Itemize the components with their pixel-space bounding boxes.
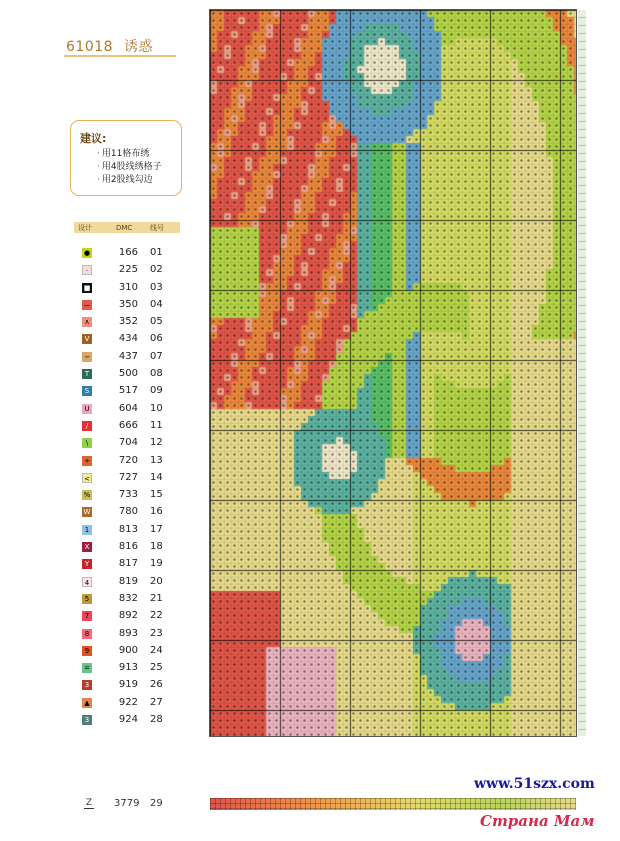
legend-thread-number: 20 — [150, 575, 163, 587]
legend-row — [74, 677, 184, 694]
legend-dmc-code: 819 — [118, 575, 138, 587]
legend-extra-row — [74, 796, 184, 813]
legend-thread-number: 07 — [150, 350, 163, 362]
legend-row — [74, 504, 184, 521]
legend-thread-number: 24 — [150, 644, 163, 656]
legend-swatch: 3 — [82, 680, 92, 690]
legend-dmc-code: 727 — [118, 471, 138, 483]
legend-row — [74, 695, 184, 712]
legend-thread-number: 14 — [150, 471, 163, 483]
legend-thread-number: 18 — [150, 541, 163, 553]
legend-swatch: ∧ — [82, 317, 92, 327]
legend-swatch: ∽ — [82, 352, 92, 362]
legend-dmc-code: 817 — [118, 558, 138, 570]
legend-dmc-code: 350 — [118, 298, 138, 310]
legend-swatch: S — [82, 386, 92, 396]
legend-dmc-code: 225 — [118, 264, 138, 276]
legend-thread-number: 09 — [150, 385, 163, 397]
legend-swatch: X — [82, 542, 92, 552]
legend-swatch: < — [82, 473, 92, 483]
legend-row — [74, 539, 184, 556]
legend-dmc-code: 437 — [118, 350, 138, 362]
legend-dmc-code: 666 — [118, 419, 138, 431]
legend-row — [74, 262, 184, 279]
legend-row — [74, 643, 184, 660]
legend-thread-number: 23 — [150, 627, 163, 639]
advice-box — [70, 120, 182, 196]
legend-dmc-code: 166 — [118, 247, 138, 258]
legend-row — [74, 401, 184, 418]
legend-row — [74, 626, 184, 643]
next-page-chart-strip — [210, 798, 576, 810]
advice-item: · 用4股线绣格子 — [97, 161, 162, 174]
legend-dmc-code: 919 — [118, 679, 138, 691]
legend-dmc-code: 893 — [118, 627, 138, 639]
legend-swatch: ▲ — [82, 698, 92, 708]
legend-row — [74, 331, 184, 348]
legend-row — [74, 522, 184, 539]
legend-thread-number: 16 — [150, 506, 163, 518]
legend-dmc-code: 900 — [118, 644, 138, 656]
legend-col-number: 线号 — [150, 223, 164, 232]
legend-row — [74, 349, 184, 366]
cross-stitch-chart — [210, 10, 576, 736]
legend-swatch: / — [82, 421, 92, 431]
legend-col-dmc: DMC — [116, 223, 133, 232]
pattern-code: 61018 — [66, 39, 114, 55]
legend-dmc-code: 704 — [118, 437, 138, 449]
legend-row — [74, 245, 184, 262]
legend-swatch: 3 — [82, 715, 92, 725]
legend-row — [74, 470, 184, 487]
legend-header — [74, 222, 180, 233]
legend-swatch: ● — [83, 249, 91, 257]
legend-dmc-code: 434 — [118, 333, 138, 345]
legend-dmc-code: 352 — [118, 316, 138, 328]
legend-swatch: Y — [82, 559, 92, 569]
legend-swatch: · — [82, 265, 92, 275]
legend-thread-number: 25 — [150, 662, 163, 674]
legend-thread-number: 15 — [150, 489, 163, 501]
legend-row — [74, 660, 184, 677]
pattern-name: 诱惑 — [124, 39, 153, 55]
legend-swatch: W — [83, 508, 91, 517]
legend-swatch: — — [83, 300, 91, 309]
legend-swatch: V — [82, 334, 92, 344]
legend-row — [74, 280, 184, 297]
legend-swatch: 9 — [82, 646, 92, 656]
legend-row — [74, 574, 184, 591]
legend-thread-number: 22 — [150, 610, 163, 622]
website-url[interactable]: www.51szx.com — [474, 776, 595, 792]
legend-thread-number: 02 — [150, 264, 163, 276]
legend-row — [74, 383, 184, 400]
title-underline — [64, 55, 176, 57]
legend-thread-number: 26 — [150, 679, 163, 691]
legend-row — [74, 712, 184, 729]
pattern-code-title — [66, 36, 153, 56]
legend-extra-dmc: 3779 — [114, 798, 140, 809]
legend-thread-number: 01 — [150, 247, 163, 258]
legend-thread-number: 17 — [150, 523, 163, 535]
legend-thread-number: 08 — [150, 368, 163, 380]
legend-swatch: 1 — [82, 525, 92, 535]
legend-dmc-code: 913 — [118, 662, 138, 674]
watermark-text: Страна Мам — [480, 812, 595, 830]
legend-dmc-code: 720 — [118, 454, 138, 466]
legend-thread-number: 04 — [150, 298, 163, 310]
legend-row — [74, 608, 184, 625]
legend-swatch: ■ — [83, 283, 91, 292]
legend-dmc-code: 924 — [118, 714, 138, 726]
legend-swatch: % — [83, 491, 91, 500]
legend-thread-number: 21 — [150, 592, 163, 604]
legend-rows — [74, 245, 184, 729]
legend-row — [74, 418, 184, 435]
legend-swatch: \ — [82, 438, 92, 448]
legend-extra-number: 29 — [150, 798, 163, 809]
legend-swatch: 7 — [82, 611, 92, 621]
legend-dmc-code: 517 — [118, 385, 138, 397]
legend-thread-number: 05 — [150, 316, 163, 328]
legend-swatch: U — [82, 404, 92, 414]
legend-dmc-code: 892 — [118, 610, 138, 622]
legend-dmc-code: 813 — [118, 523, 138, 535]
legend-thread-number: 12 — [150, 437, 163, 449]
advice-item: · 用2股线勾边 — [97, 174, 162, 187]
legend-swatch: 8 — [82, 629, 92, 639]
legend-thread-number: 10 — [150, 402, 163, 414]
legend-swatch: 4 — [82, 577, 92, 587]
chart-edge-strip — [578, 10, 586, 736]
advice-title: 建议: — [80, 132, 107, 145]
legend-thread-number: 13 — [150, 454, 163, 466]
legend-swatch: T — [82, 369, 92, 379]
legend-swatch: = — [82, 663, 92, 673]
legend-swatch: + — [82, 456, 92, 466]
legend-row — [74, 453, 184, 470]
legend-dmc-code: 500 — [118, 368, 138, 380]
legend-thread-number: 28 — [150, 714, 163, 726]
legend-dmc-code: 816 — [118, 541, 138, 553]
legend-thread-number: 27 — [150, 696, 163, 708]
legend-row — [74, 314, 184, 331]
legend-swatch: 5 — [82, 594, 92, 604]
legend-row — [74, 487, 184, 504]
advice-list — [97, 148, 162, 187]
legend-row — [74, 435, 184, 452]
legend-dmc-code: 832 — [118, 592, 138, 604]
legend-thread-number: 03 — [150, 281, 163, 293]
legend-thread-number: 19 — [150, 558, 163, 570]
legend-row — [74, 556, 184, 573]
legend-dmc-code: 733 — [118, 489, 138, 501]
advice-item: · 用11格布绣 — [97, 148, 162, 161]
legend-dmc-code: 604 — [118, 402, 138, 414]
legend-thread-number: 06 — [150, 333, 163, 345]
legend-row — [74, 297, 184, 314]
legend-thread-number: 11 — [150, 419, 163, 431]
legend-row — [74, 591, 184, 608]
legend-row — [74, 366, 184, 383]
legend-dmc-code: 310 — [118, 281, 138, 293]
legend-extra-symbol: Z — [85, 798, 93, 808]
legend-dmc-code: 922 — [118, 696, 138, 708]
legend-dmc-code: 780 — [118, 506, 138, 518]
legend-col-symbol: 设计 — [78, 223, 92, 232]
